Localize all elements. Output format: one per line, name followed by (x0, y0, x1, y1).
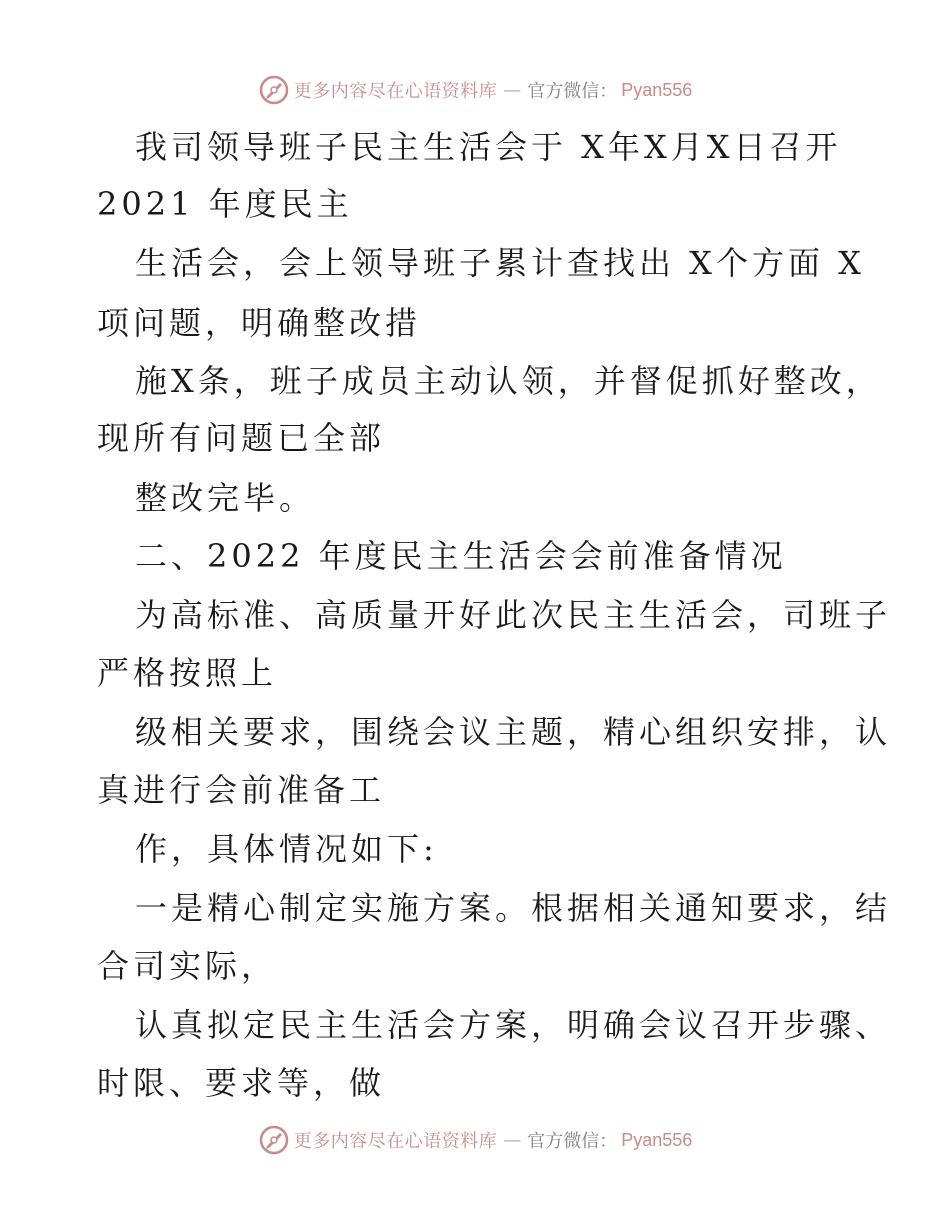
body-line: 生活会，会上领导班子累计查找出 X个方面 X (135, 244, 865, 282)
watermark-site-text: 更多内容尽在心语资料库 (293, 1131, 498, 1152)
footer-watermark (0, 1120, 950, 1160)
watermark-account: Pyan556 (621, 79, 693, 100)
body-line: 我司领导班子民主生活会于 X年X月X日召开 (135, 128, 842, 166)
body-line: 时限、要求等，做 (97, 1064, 386, 1102)
body-line: 为高标准、高质量开好此次民主生活会，司班子 (135, 596, 892, 634)
body-line: 严格按照上 (97, 654, 278, 692)
body-line: 整改完毕。 (135, 479, 316, 517)
body-line: 真进行会前准备工 (97, 771, 386, 809)
watermark-account: Pyan556 (621, 1129, 693, 1150)
body-line: 施X条，班子成员主动认领，并督促抓好整改， (135, 362, 882, 400)
body-line: 2021 年度民主 (97, 185, 353, 223)
watermark-separator: — (503, 79, 522, 101)
quill-seal-icon (258, 74, 290, 106)
header-watermark (0, 70, 950, 110)
watermark-label: 官方微信： (527, 81, 618, 102)
watermark-label: 官方微信： (527, 1131, 618, 1152)
watermark-separator: — (503, 1129, 522, 1151)
body-line: 一是精心制定实施方案。根据相关通知要求，结 (135, 889, 892, 927)
section-heading: 二、2022 年度民主生活会会前准备情况 (135, 537, 787, 575)
watermark-site-text: 更多内容尽在心语资料库 (293, 81, 498, 102)
quill-seal-icon (258, 1124, 290, 1156)
body-line: 项问题，明确整改措 (97, 304, 422, 342)
body-line: 合司实际， (97, 947, 278, 985)
body-line: 现所有问题已全部 (97, 419, 386, 457)
body-line: 作，具体情况如下: (135, 830, 438, 868)
body-line: 认真拟定民主生活会方案，明确会议召开步骤、 (135, 1006, 892, 1044)
body-line: 级相关要求，围绕会议主题，精心组织安排，认 (135, 713, 892, 751)
